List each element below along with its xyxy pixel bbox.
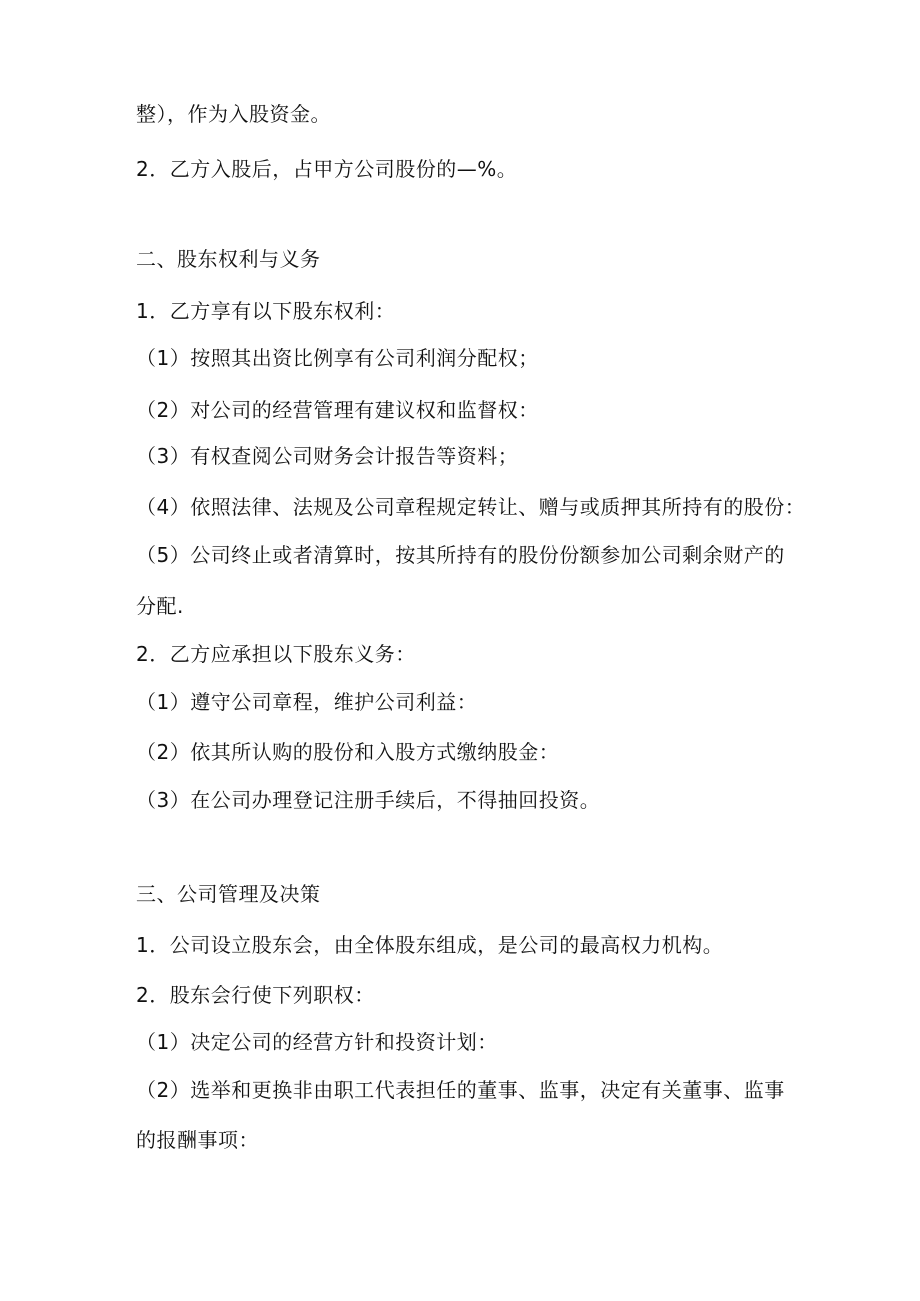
clause-2-1-item-3: （3）有权查阅公司财务会计报告等资料；: [136, 444, 519, 468]
section-heading-management: 三、公司管理及决策: [136, 882, 321, 906]
clause-2-2-item-1: （1）遵守公司章程，维护公司利益：: [136, 690, 478, 714]
clause-2-1-item-4: （4）依照法律、法规及公司章程规定转让、赠与或质押其所持有的股份：: [136, 495, 806, 519]
section-heading-shareholder-rights: 二、股东权利与义务: [136, 247, 321, 271]
text-line-continuation: 整），作为入股资金。: [136, 102, 331, 126]
clause-2-1: 1．乙方享有以下股东权利：: [136, 299, 396, 323]
clause-2-1-item-1: （1）按照其出资比例享有公司利润分配权；: [136, 346, 539, 370]
clause-2-2: 2．乙方应承担以下股东义务：: [136, 642, 416, 666]
clause-2-1-item-2: （2）对公司的经营管理有建议权和监督权：: [136, 398, 539, 422]
clause-3-1: 1．公司设立股东会，由全体股东组成，是公司的最高权力机构。: [136, 933, 724, 957]
clause-1-2: 2．乙方入股后，占甲方公司股份的—%。: [136, 157, 518, 181]
clause-3-2-item-2: （2）选举和更换非由职工代表担任的董事、监事，决定有关董事、监事: [136, 1078, 785, 1102]
clause-3-2-item-2-cont: 的报酬事项：: [136, 1128, 259, 1152]
clause-2-1-item-5: （5）公司终止或者清算时，按其所持有的股份份额参加公司剩余财产的: [136, 543, 785, 567]
clause-3-2: 2．股东会行使下列职权：: [136, 983, 375, 1007]
clause-3-2-item-1: （1）决定公司的经营方针和投资计划：: [136, 1030, 498, 1054]
clause-2-1-item-5-cont: 分配.: [136, 594, 184, 618]
clause-2-2-item-2: （2）依其所认购的股份和入股方式缴纳股金：: [136, 740, 560, 764]
clause-2-2-item-3: （3）在公司办理登记注册手续后，不得抽回投资。: [136, 788, 601, 812]
